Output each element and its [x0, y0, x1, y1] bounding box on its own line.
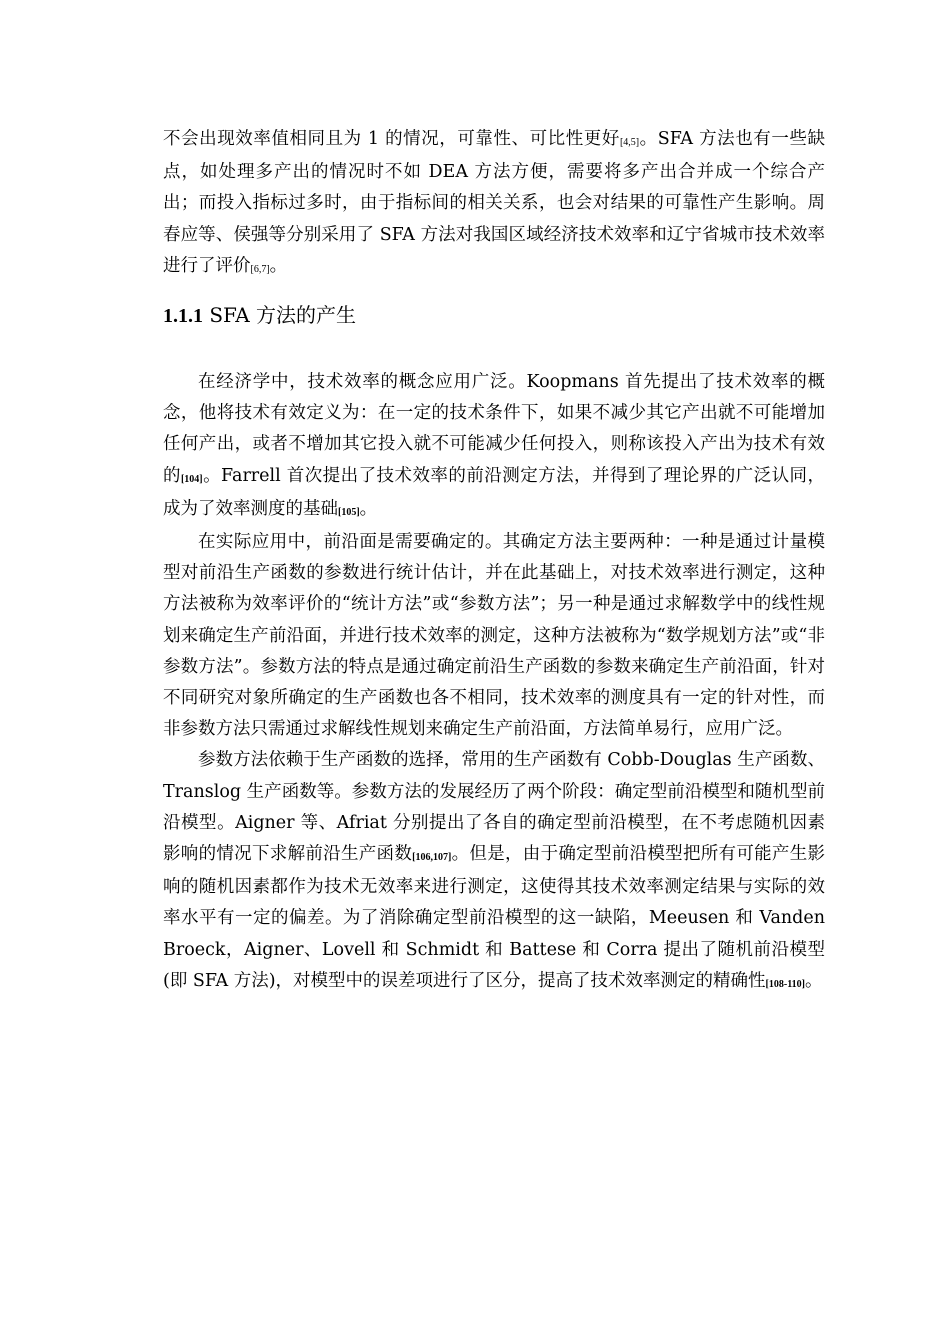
paragraph-1-text-a: 在经济学中，技术效率的概念应用广泛。Koopmans 首先提出了技术效率的概念，他将技术有效定义为：在一定的技术条件下，如果不减少其它产出就不可能增加任何产出，或者不增加其它投入就不可能减少任何投入，则称该投入产出为技术有效的: [163, 372, 825, 486]
intro-end: 。: [269, 255, 288, 276]
citation-104: [104]: [180, 473, 203, 485]
citation-4-5: [4,5]: [619, 137, 640, 148]
paragraph-1: [163, 367, 825, 527]
paragraph-1-text-b: 。Farrell 首次提出了技术效率的前沿测定方法，并得到了理论界的广泛认同，成为了效率测度的基础: [163, 465, 826, 519]
paragraph-2-text: 在实际应用中，前沿面是需要确定的。其确定方法主要两种：一种是通过计量模型对前沿生产函数的参数进行统计估计，并在此基础上，对技术效率进行测定，这种方法被称为效率评价的“统计方法”或“参数方法”；另一种是通过求解数学中的线性规划来确定生产前沿面，并进行技术效率的测定，这种方法被称为“数学规划方法”或“非参数方法”。参数方法的特点是通过确定前沿生产函数的参数来确定生产前沿面，针对不同研究对象所确定的生产函数也各不相同，技术效率的测度具有一定的针对性，而非参数方法只需通过求解线性规划来确定生产前沿面，方法简单易行，应用广泛。: [163, 532, 825, 740]
paragraph-3: [163, 745, 825, 999]
section-number: 1.1.1: [163, 305, 203, 328]
citation-108-110: [108-110]: [765, 978, 805, 990]
citation-6-7: [6,7]: [250, 263, 270, 275]
citation-106-107: [106,107]: [412, 852, 452, 864]
intro-paragraph: [163, 124, 825, 284]
paragraph-1-text-c: 。: [359, 498, 378, 519]
paragraph-2: [163, 527, 825, 745]
citation-105: [105]: [338, 506, 360, 518]
paragraph-3-text-c: 。: [804, 970, 823, 991]
intro-text: 不会出现效率值相同且为 1 的情况，可靠性、可比性更好: [163, 129, 620, 149]
intro-text-continued: 。SFA 方法也有一些缺点，如处理多产出的情况时不如 DEA 方法方便，需要将多产出合并成一个综合产出；而投入指标过多时，由于指标间的相关关系，也会对结果的可靠性产生影响。周春应等、侯强等分别采用了 SFA 方法对我国区域经济技术效率和辽宁省城市技术效率进行了评价: [163, 129, 825, 276]
paragraph-3-text-a: 参数方法依赖于生产函数的选择，常用的生产函数有 Cobb-Douglas 生产函数、Translog 生产函数等。参数方法的发展经历了两个阶段：确定型前沿模型和随机型前沿模型。Aigner 等、Afriat 分别提出了各自的确定型前沿模型，在不考虑随机因素影响的情况下求解前沿生产函数: [163, 750, 825, 865]
section-heading: [163, 298, 825, 333]
section-title: SFA 方法的产生: [203, 303, 356, 328]
page-content: [163, 124, 825, 999]
paragraph-3-text-b: 。但是，由于确定型前沿模型把所有可能产生影响的随机因素都作为技术无效率来进行测定，这使得其技术效率测定结果与实际的效率水平有一定的偏差。为了消除确定型前沿模型的这一缺陷，Meeusen 和 Vanden Broeck，Aigner、Lovell 和 Schmidt 和 Battese 和 Corra 提出了随机前沿模型(即 SFA 方法)，对模型中的误差项进行了区分，提高了技术效率测定的精确性: [163, 844, 826, 991]
